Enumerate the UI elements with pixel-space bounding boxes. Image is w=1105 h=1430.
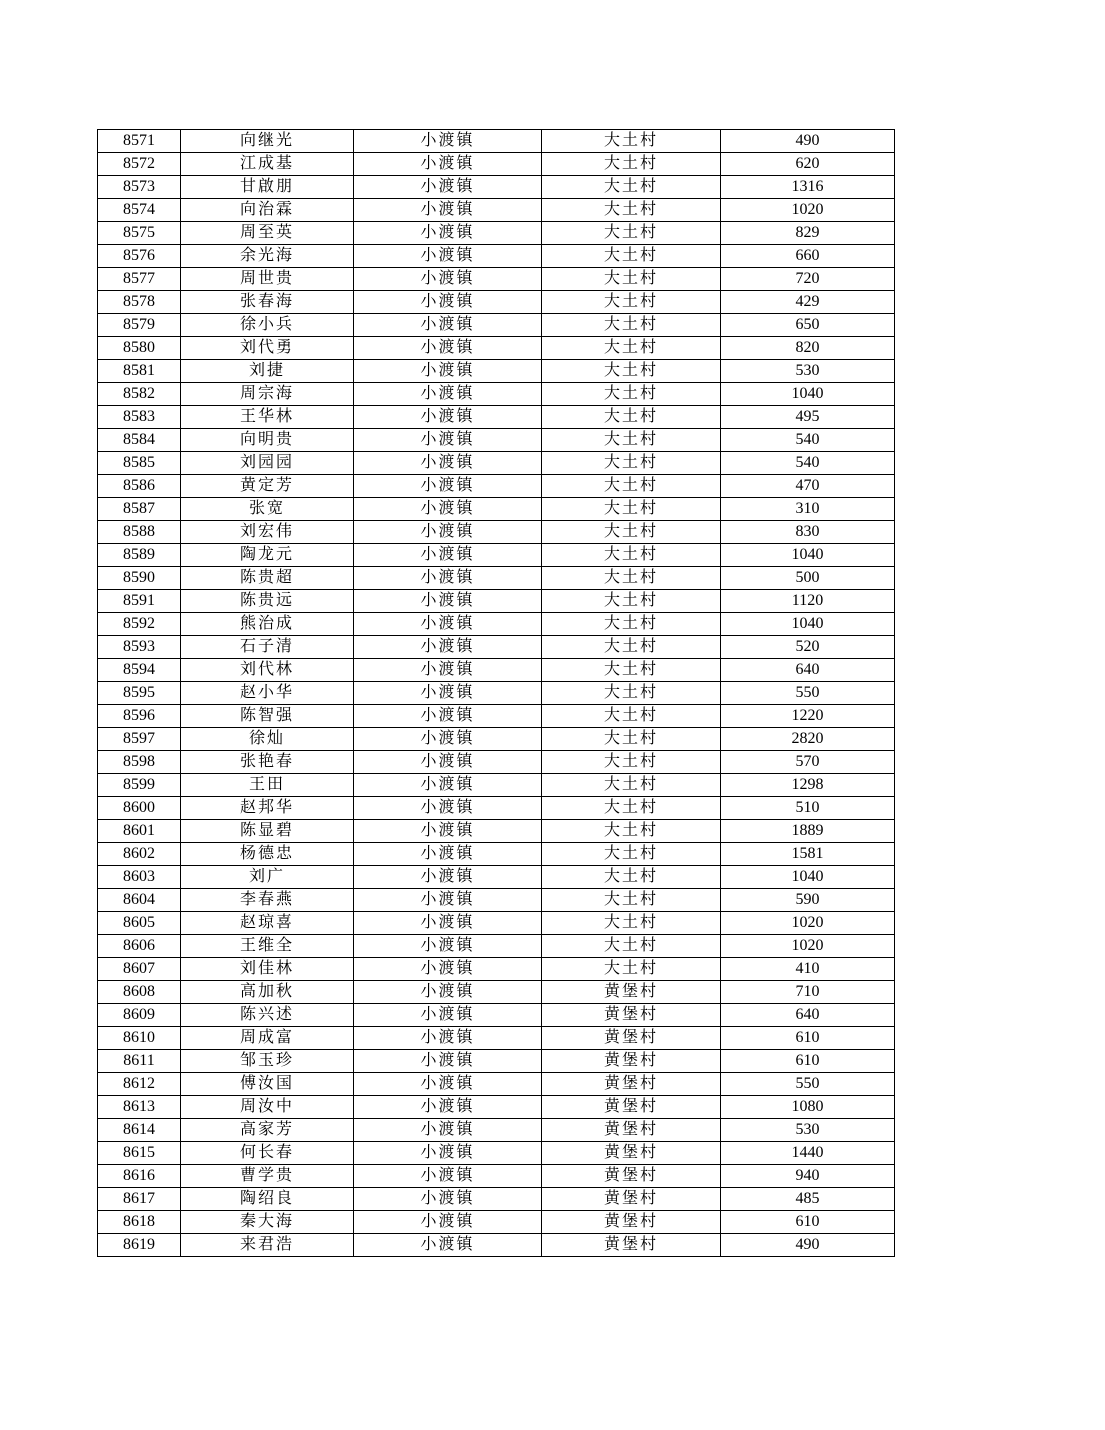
cell-name: 赵邦华 <box>181 797 354 820</box>
table-row <box>98 521 895 544</box>
cell-name: 石子清 <box>181 636 354 659</box>
cell-serial-number: 8594 <box>98 659 181 682</box>
cell-serial-number: 8614 <box>98 1119 181 1142</box>
cell-village: 大土村 <box>542 245 721 268</box>
cell-serial-number: 8617 <box>98 1188 181 1211</box>
cell-amount: 1316 <box>721 176 895 199</box>
cell-serial-number: 8613 <box>98 1096 181 1119</box>
cell-serial-number: 8587 <box>98 498 181 521</box>
cell-village: 大土村 <box>542 751 721 774</box>
table-row <box>98 498 895 521</box>
cell-town: 小渡镇 <box>354 1050 542 1073</box>
table-row <box>98 728 895 751</box>
cell-serial-number: 8590 <box>98 567 181 590</box>
cell-name: 傅汝国 <box>181 1073 354 1096</box>
table-row <box>98 797 895 820</box>
cell-name: 徐小兵 <box>181 314 354 337</box>
cell-village: 大土村 <box>542 222 721 245</box>
cell-amount: 1040 <box>721 866 895 889</box>
cell-serial-number: 8581 <box>98 360 181 383</box>
table-row <box>98 1004 895 1027</box>
cell-town: 小渡镇 <box>354 889 542 912</box>
cell-town: 小渡镇 <box>354 797 542 820</box>
cell-village: 大土村 <box>542 337 721 360</box>
cell-name: 赵小华 <box>181 682 354 705</box>
cell-village: 大土村 <box>542 797 721 820</box>
cell-name: 王华林 <box>181 406 354 429</box>
cell-amount: 610 <box>721 1211 895 1234</box>
cell-serial-number: 8616 <box>98 1165 181 1188</box>
cell-serial-number: 8571 <box>98 130 181 153</box>
table-row <box>98 912 895 935</box>
cell-name: 周成富 <box>181 1027 354 1050</box>
cell-village: 黄堡村 <box>542 1165 721 1188</box>
cell-amount: 540 <box>721 452 895 475</box>
cell-name: 何长春 <box>181 1142 354 1165</box>
cell-amount: 470 <box>721 475 895 498</box>
cell-town: 小渡镇 <box>354 1234 542 1257</box>
cell-amount: 530 <box>721 360 895 383</box>
cell-amount: 660 <box>721 245 895 268</box>
cell-town: 小渡镇 <box>354 1004 542 1027</box>
cell-name: 陈兴述 <box>181 1004 354 1027</box>
cell-serial-number: 8606 <box>98 935 181 958</box>
cell-town: 小渡镇 <box>354 291 542 314</box>
cell-town: 小渡镇 <box>354 452 542 475</box>
cell-town: 小渡镇 <box>354 613 542 636</box>
cell-village: 大土村 <box>542 659 721 682</box>
cell-serial-number: 8593 <box>98 636 181 659</box>
cell-serial-number: 8575 <box>98 222 181 245</box>
table-row <box>98 774 895 797</box>
table-row <box>98 935 895 958</box>
cell-town: 小渡镇 <box>354 1119 542 1142</box>
cell-serial-number: 8601 <box>98 820 181 843</box>
cell-village: 大土村 <box>542 291 721 314</box>
cell-serial-number: 8578 <box>98 291 181 314</box>
cell-amount: 640 <box>721 659 895 682</box>
cell-village: 大土村 <box>542 429 721 452</box>
cell-amount: 1581 <box>721 843 895 866</box>
cell-amount: 590 <box>721 889 895 912</box>
table-row <box>98 406 895 429</box>
cell-name: 刘广 <box>181 866 354 889</box>
cell-name: 陈贵远 <box>181 590 354 613</box>
cell-village: 大土村 <box>542 452 721 475</box>
cell-town: 小渡镇 <box>354 429 542 452</box>
table-row <box>98 981 895 1004</box>
table-row <box>98 682 895 705</box>
cell-village: 大土村 <box>542 475 721 498</box>
cell-name: 刘代勇 <box>181 337 354 360</box>
cell-serial-number: 8619 <box>98 1234 181 1257</box>
cell-serial-number: 8582 <box>98 383 181 406</box>
cell-name: 刘宏伟 <box>181 521 354 544</box>
cell-village: 黄堡村 <box>542 1096 721 1119</box>
cell-amount: 500 <box>721 567 895 590</box>
cell-amount: 550 <box>721 1073 895 1096</box>
cell-town: 小渡镇 <box>354 314 542 337</box>
cell-village: 黄堡村 <box>542 1050 721 1073</box>
cell-village: 大土村 <box>542 843 721 866</box>
cell-amount: 1040 <box>721 544 895 567</box>
table-body <box>98 130 895 1257</box>
cell-name: 刘园园 <box>181 452 354 475</box>
cell-village: 大土村 <box>542 912 721 935</box>
table-row <box>98 958 895 981</box>
cell-serial-number: 8585 <box>98 452 181 475</box>
cell-town: 小渡镇 <box>354 222 542 245</box>
cell-town: 小渡镇 <box>354 544 542 567</box>
cell-serial-number: 8612 <box>98 1073 181 1096</box>
table-row <box>98 1119 895 1142</box>
table-row <box>98 866 895 889</box>
cell-amount: 820 <box>721 337 895 360</box>
cell-name: 秦大海 <box>181 1211 354 1234</box>
cell-amount: 1220 <box>721 705 895 728</box>
cell-amount: 1020 <box>721 199 895 222</box>
cell-amount: 490 <box>721 1234 895 1257</box>
cell-town: 小渡镇 <box>354 820 542 843</box>
cell-name: 刘代林 <box>181 659 354 682</box>
table-row <box>98 360 895 383</box>
cell-town: 小渡镇 <box>354 659 542 682</box>
cell-name: 陈贵超 <box>181 567 354 590</box>
cell-serial-number: 8588 <box>98 521 181 544</box>
cell-village: 大土村 <box>542 682 721 705</box>
cell-town: 小渡镇 <box>354 337 542 360</box>
cell-name: 刘佳林 <box>181 958 354 981</box>
table-row <box>98 245 895 268</box>
cell-town: 小渡镇 <box>354 590 542 613</box>
cell-serial-number: 8610 <box>98 1027 181 1050</box>
cell-serial-number: 8604 <box>98 889 181 912</box>
cell-serial-number: 8584 <box>98 429 181 452</box>
cell-name: 陈显碧 <box>181 820 354 843</box>
table-row <box>98 337 895 360</box>
cell-name: 张宽 <box>181 498 354 521</box>
cell-serial-number: 8595 <box>98 682 181 705</box>
cell-serial-number: 8597 <box>98 728 181 751</box>
table-row <box>98 429 895 452</box>
cell-village: 大土村 <box>542 958 721 981</box>
cell-serial-number: 8592 <box>98 613 181 636</box>
cell-serial-number: 8607 <box>98 958 181 981</box>
cell-town: 小渡镇 <box>354 1165 542 1188</box>
cell-village: 大土村 <box>542 544 721 567</box>
cell-town: 小渡镇 <box>354 1188 542 1211</box>
cell-name: 王维全 <box>181 935 354 958</box>
table-row <box>98 659 895 682</box>
cell-name: 张艳春 <box>181 751 354 774</box>
cell-town: 小渡镇 <box>354 1142 542 1165</box>
cell-name: 向继光 <box>181 130 354 153</box>
cell-village: 黄堡村 <box>542 1211 721 1234</box>
cell-name: 来君浩 <box>181 1234 354 1257</box>
cell-amount: 1020 <box>721 935 895 958</box>
cell-serial-number: 8615 <box>98 1142 181 1165</box>
cell-serial-number: 8611 <box>98 1050 181 1073</box>
cell-amount: 495 <box>721 406 895 429</box>
cell-town: 小渡镇 <box>354 912 542 935</box>
cell-village: 大土村 <box>542 590 721 613</box>
cell-serial-number: 8618 <box>98 1211 181 1234</box>
cell-name: 赵琼喜 <box>181 912 354 935</box>
cell-town: 小渡镇 <box>354 521 542 544</box>
cell-village: 大土村 <box>542 866 721 889</box>
cell-village: 大土村 <box>542 314 721 337</box>
table-row <box>98 176 895 199</box>
cell-town: 小渡镇 <box>354 383 542 406</box>
cell-amount: 1440 <box>721 1142 895 1165</box>
cell-town: 小渡镇 <box>354 866 542 889</box>
cell-serial-number: 8586 <box>98 475 181 498</box>
cell-name: 高家芳 <box>181 1119 354 1142</box>
cell-town: 小渡镇 <box>354 153 542 176</box>
table-row <box>98 1096 895 1119</box>
cell-town: 小渡镇 <box>354 475 542 498</box>
cell-serial-number: 8572 <box>98 153 181 176</box>
cell-serial-number: 8599 <box>98 774 181 797</box>
cell-village: 黄堡村 <box>542 1142 721 1165</box>
table-row <box>98 751 895 774</box>
cell-town: 小渡镇 <box>354 774 542 797</box>
cell-amount: 940 <box>721 1165 895 1188</box>
cell-name: 陈智强 <box>181 705 354 728</box>
cell-name: 黄定芳 <box>181 475 354 498</box>
cell-serial-number: 8591 <box>98 590 181 613</box>
cell-name: 张春海 <box>181 291 354 314</box>
cell-name: 曹学贵 <box>181 1165 354 1188</box>
table-row <box>98 613 895 636</box>
cell-name: 周汝中 <box>181 1096 354 1119</box>
cell-name: 李春燕 <box>181 889 354 912</box>
cell-village: 大土村 <box>542 820 721 843</box>
cell-serial-number: 8589 <box>98 544 181 567</box>
table-row <box>98 636 895 659</box>
cell-name: 周世贵 <box>181 268 354 291</box>
cell-amount: 830 <box>721 521 895 544</box>
cell-amount: 310 <box>721 498 895 521</box>
cell-village: 大土村 <box>542 268 721 291</box>
cell-village: 大土村 <box>542 176 721 199</box>
table-row <box>98 1188 895 1211</box>
cell-village: 黄堡村 <box>542 1119 721 1142</box>
cell-village: 大土村 <box>542 567 721 590</box>
cell-serial-number: 8580 <box>98 337 181 360</box>
cell-name: 徐灿 <box>181 728 354 751</box>
cell-village: 大土村 <box>542 498 721 521</box>
cell-amount: 520 <box>721 636 895 659</box>
cell-amount: 530 <box>721 1119 895 1142</box>
cell-name: 陶绍良 <box>181 1188 354 1211</box>
cell-town: 小渡镇 <box>354 130 542 153</box>
cell-town: 小渡镇 <box>354 1073 542 1096</box>
cell-village: 大土村 <box>542 521 721 544</box>
cell-amount: 1889 <box>721 820 895 843</box>
cell-serial-number: 8605 <box>98 912 181 935</box>
cell-name: 周至英 <box>181 222 354 245</box>
cell-village: 大土村 <box>542 199 721 222</box>
table-row <box>98 1142 895 1165</box>
cell-amount: 540 <box>721 429 895 452</box>
table-row <box>98 889 895 912</box>
table-row <box>98 1050 895 1073</box>
cell-town: 小渡镇 <box>354 1211 542 1234</box>
cell-serial-number: 8600 <box>98 797 181 820</box>
cell-amount: 829 <box>721 222 895 245</box>
cell-town: 小渡镇 <box>354 981 542 1004</box>
table-row <box>98 705 895 728</box>
cell-name: 江成基 <box>181 153 354 176</box>
cell-name: 熊治成 <box>181 613 354 636</box>
cell-serial-number: 8598 <box>98 751 181 774</box>
table-row <box>98 314 895 337</box>
cell-village: 大土村 <box>542 383 721 406</box>
cell-serial-number: 8603 <box>98 866 181 889</box>
cell-name: 余光海 <box>181 245 354 268</box>
table-row <box>98 475 895 498</box>
cell-serial-number: 8609 <box>98 1004 181 1027</box>
cell-village: 大土村 <box>542 130 721 153</box>
table-row <box>98 222 895 245</box>
table-row <box>98 199 895 222</box>
cell-town: 小渡镇 <box>354 1027 542 1050</box>
table-row <box>98 1073 895 1096</box>
table-row <box>98 590 895 613</box>
cell-name: 周宗海 <box>181 383 354 406</box>
cell-village: 大土村 <box>542 728 721 751</box>
cell-village: 大土村 <box>542 774 721 797</box>
cell-serial-number: 8577 <box>98 268 181 291</box>
cell-amount: 720 <box>721 268 895 291</box>
cell-amount: 650 <box>721 314 895 337</box>
table-row <box>98 268 895 291</box>
cell-village: 黄堡村 <box>542 981 721 1004</box>
table-row <box>98 130 895 153</box>
cell-name: 王田 <box>181 774 354 797</box>
cell-serial-number: 8576 <box>98 245 181 268</box>
table-row <box>98 153 895 176</box>
cell-amount: 640 <box>721 1004 895 1027</box>
cell-town: 小渡镇 <box>354 682 542 705</box>
cell-amount: 1080 <box>721 1096 895 1119</box>
cell-town: 小渡镇 <box>354 958 542 981</box>
cell-amount: 620 <box>721 153 895 176</box>
cell-name: 杨德忠 <box>181 843 354 866</box>
cell-village: 黄堡村 <box>542 1027 721 1050</box>
cell-town: 小渡镇 <box>354 636 542 659</box>
cell-town: 小渡镇 <box>354 406 542 429</box>
cell-serial-number: 8573 <box>98 176 181 199</box>
cell-name: 陶龙元 <box>181 544 354 567</box>
table-row <box>98 820 895 843</box>
cell-amount: 610 <box>721 1027 895 1050</box>
cell-town: 小渡镇 <box>354 843 542 866</box>
cell-village: 大土村 <box>542 705 721 728</box>
cell-town: 小渡镇 <box>354 751 542 774</box>
cell-town: 小渡镇 <box>354 268 542 291</box>
cell-name: 邹玉珍 <box>181 1050 354 1073</box>
cell-village: 大土村 <box>542 636 721 659</box>
cell-name: 刘捷 <box>181 360 354 383</box>
cell-name: 高加秋 <box>181 981 354 1004</box>
table-row <box>98 1211 895 1234</box>
cell-amount: 610 <box>721 1050 895 1073</box>
data-table <box>97 129 895 1257</box>
cell-name: 向治霖 <box>181 199 354 222</box>
cell-amount: 1020 <box>721 912 895 935</box>
cell-town: 小渡镇 <box>354 728 542 751</box>
cell-serial-number: 8602 <box>98 843 181 866</box>
cell-village: 黄堡村 <box>542 1073 721 1096</box>
cell-village: 大土村 <box>542 935 721 958</box>
cell-serial-number: 8608 <box>98 981 181 1004</box>
cell-village: 大土村 <box>542 153 721 176</box>
cell-town: 小渡镇 <box>354 176 542 199</box>
table-row <box>98 1165 895 1188</box>
cell-town: 小渡镇 <box>354 199 542 222</box>
table-row <box>98 452 895 475</box>
cell-amount: 710 <box>721 981 895 1004</box>
cell-amount: 490 <box>721 130 895 153</box>
cell-village: 大土村 <box>542 406 721 429</box>
cell-town: 小渡镇 <box>354 498 542 521</box>
table-row <box>98 383 895 406</box>
cell-village: 大土村 <box>542 889 721 912</box>
cell-village: 黄堡村 <box>542 1004 721 1027</box>
cell-village: 黄堡村 <box>542 1234 721 1257</box>
cell-town: 小渡镇 <box>354 935 542 958</box>
table-row <box>98 291 895 314</box>
cell-amount: 1040 <box>721 383 895 406</box>
cell-amount: 570 <box>721 751 895 774</box>
table-row <box>98 544 895 567</box>
cell-amount: 1040 <box>721 613 895 636</box>
cell-serial-number: 8583 <box>98 406 181 429</box>
table-row <box>98 1234 895 1257</box>
cell-town: 小渡镇 <box>354 245 542 268</box>
cell-amount: 1120 <box>721 590 895 613</box>
cell-village: 大土村 <box>542 613 721 636</box>
table-row <box>98 1027 895 1050</box>
cell-amount: 410 <box>721 958 895 981</box>
cell-serial-number: 8574 <box>98 199 181 222</box>
cell-amount: 550 <box>721 682 895 705</box>
cell-name: 甘啟朋 <box>181 176 354 199</box>
cell-village: 黄堡村 <box>542 1188 721 1211</box>
cell-amount: 2820 <box>721 728 895 751</box>
table-row <box>98 843 895 866</box>
cell-town: 小渡镇 <box>354 567 542 590</box>
cell-amount: 510 <box>721 797 895 820</box>
table-row <box>98 567 895 590</box>
cell-town: 小渡镇 <box>354 705 542 728</box>
cell-serial-number: 8579 <box>98 314 181 337</box>
cell-amount: 429 <box>721 291 895 314</box>
cell-village: 大土村 <box>542 360 721 383</box>
cell-town: 小渡镇 <box>354 360 542 383</box>
cell-name: 向明贵 <box>181 429 354 452</box>
cell-amount: 1298 <box>721 774 895 797</box>
cell-town: 小渡镇 <box>354 1096 542 1119</box>
cell-serial-number: 8596 <box>98 705 181 728</box>
cell-amount: 485 <box>721 1188 895 1211</box>
